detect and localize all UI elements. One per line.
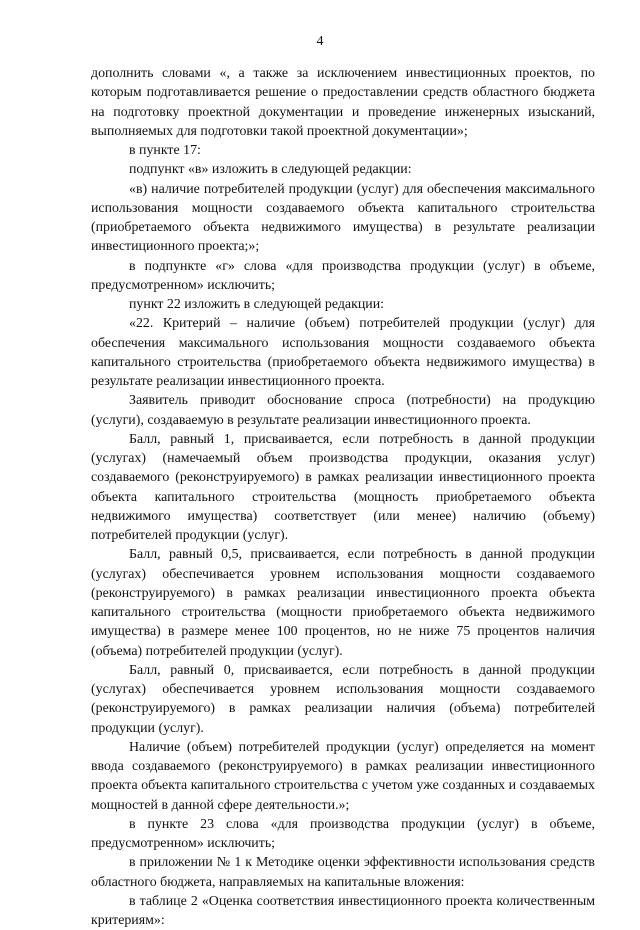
paragraph: «в) наличие потребителей продукции (услуг) для обеспечения максимального использования мощности создаваемого объекта капитального строительства (приобретаемого объекта недвижимого имущества) в результате реализации инвестиционного проекта;»; (91, 181, 595, 255)
paragraph: Заявитель приводит обоснование спроса (потребности) на продукцию (услуги), создаваемую в результате реализации инвестиционного проекта. (91, 393, 595, 428)
paragraph: дополнить словами «, а также за исключением инвестиционных проектов, по которым подготавливается решение о предоставлении средств областного бюджета на подготовку проектной документации и проведение инженерных изысканий, выполняемых для подготовки такой проектной документации»; (91, 66, 595, 139)
paragraph: Балл, равный 1, присваивается, если потребность в данной продукции (услугах) (намечаемый объем производства продукции, оказания услуг) создаваемого (реконструируемого) в рамках реализации инвестиционного проекта объекта капитального строительства (мощность приобретаемого объекта недвижимого имущества) соответствует (или менее) наличию (объему) потребителей продукции (услуг). (91, 431, 595, 543)
paragraph: в приложении № 1 к Методике оценки эффективности использования средств областного бюджета, направляемых на капитальные вложения: (91, 855, 595, 890)
paragraph: в подпункте «г» слова «для производства продукции (услуг) в объеме, предусмотренном» исключить; (91, 258, 595, 293)
paragraph: «22. Критерий – наличие (объем) потребителей продукции (услуг) для обеспечения максимального использования мощности создаваемого объекта капитального строительства (приобретаемого объекта недвижимого имущества) в результате реализации инвестиционного проекта. (91, 316, 595, 389)
page-number: 4 (316, 34, 324, 49)
document-body (91, 64, 595, 930)
paragraph: пункт 22 изложить в следующей редакции: (129, 297, 384, 312)
paragraph: Балл, равный 0,5, присваивается, если потребность в данной продукции (услугах) обеспечивается уровнем использования мощности создаваемого (реконструируемого) в рамках реализации инвестиционного проекта объекта капитального строительства (мощности приобретаемого объекта недвижимого имущества) в размере менее 100 процентов, но не ниже 75 процентов наличия (объема) потребителей продукции (услуг). (91, 547, 595, 659)
paragraph: в пункте 23 слова «для производства продукции (услуг) в объеме, предусмотренном» исключить; (91, 816, 595, 851)
paragraph: Наличие (объем) потребителей продукции (услуг) определяется на момент ввода создаваемого (реконструируемого) в рамках реализации инвестиционного проекта объекта капитального строительства с учетом уже созданных и создаваемых мощностей в данной сфере деятельности.»; (91, 739, 595, 813)
paragraph: подпункт «в» изложить в следующей редакции: (129, 162, 412, 178)
paragraph: Балл, равный 0, присваивается, если потребность в данной продукции (услугах) обеспечивается уровнем использования мощности создаваемого (реконструируемого) в рамках реализации наличия (объема) потребителей продукции (услуг). (91, 662, 595, 736)
paragraph: в пункте 17: (129, 143, 201, 158)
paragraph: в таблице 2 «Оценка соответствия инвестиционного проекта количественным критериям»: (91, 893, 595, 928)
